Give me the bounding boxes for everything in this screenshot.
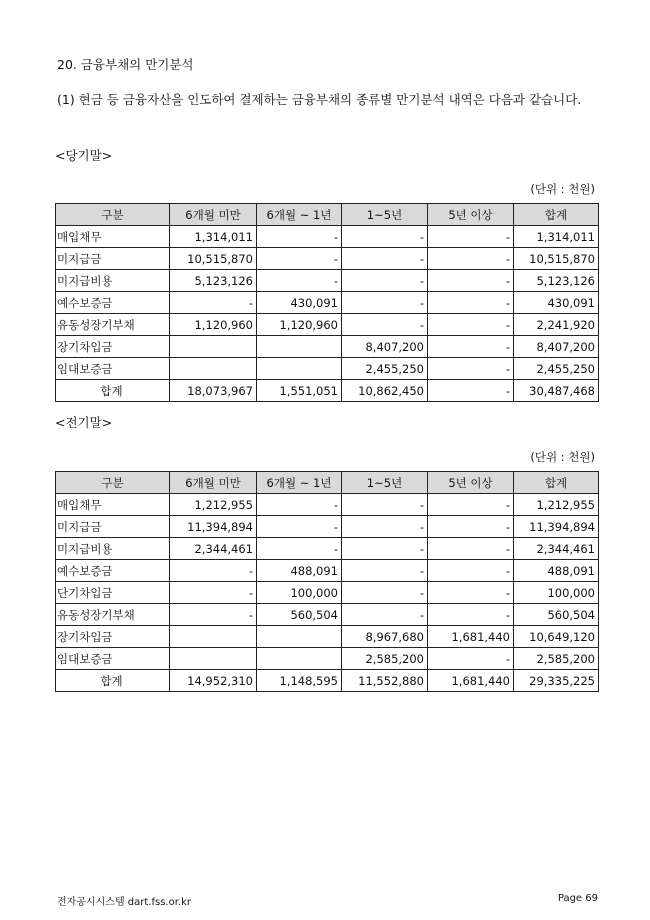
row-category: 예수보증금 [56,292,170,314]
table-row [56,336,599,358]
cell-6m-1y: - [257,270,342,292]
cell-over-5y: - [428,314,514,336]
cell-total: 11,394,894 [514,516,599,538]
current-unit-label: (단위 : 천원) [530,182,595,196]
table-row [56,226,599,248]
cell-under-6m: 2,344,461 [170,538,257,560]
cell-1-5y: - [342,582,428,604]
cell-over-5y: - [428,648,514,670]
row-category: 매입채무 [56,494,170,516]
row-category: 미지급금 [56,248,170,270]
row-category: 유동성장기부채 [56,314,170,336]
cell-1-5y: - [342,604,428,626]
cell-over-5y: 1,681,440 [428,626,514,648]
table-header-row [56,472,599,494]
cell-total: 100,000 [514,582,599,604]
col-header-1-5y: 1~5년 [342,204,428,226]
row-category: 임대보증금 [56,358,170,380]
cell-6m-1y: - [257,226,342,248]
prior-unit-label: (단위 : 천원) [530,450,595,464]
cell-1-5y: - [342,314,428,336]
cell-under-6m: 1,120,960 [170,314,257,336]
cell-total: 2,455,250 [514,358,599,380]
table-row [56,604,599,626]
table-header-row [56,204,599,226]
cell-1-5y: 8,967,680 [342,626,428,648]
cell-6m-1y: 100,000 [257,582,342,604]
cell-over-5y: - [428,336,514,358]
row-category: 합계 [56,670,170,692]
col-header-6m-1y: 6개월 ~ 1년 [257,204,342,226]
footer-site: 전자공시시스템 dart.fss.or.kr [57,897,191,908]
table-row [56,626,599,648]
cell-total: 2,585,200 [514,648,599,670]
cell-under-6m: 5,123,126 [170,270,257,292]
cell-1-5y: - [342,248,428,270]
row-category: 예수보증금 [56,560,170,582]
cell-6m-1y [257,626,342,648]
row-category: 미지급비용 [56,270,170,292]
cell-under-6m [170,336,257,358]
description-paragraph: (1) 현금 등 금융자산을 인도하여 결제하는 금융부채의 종류별 만기분석 내역은 다음과 같습니다. [57,92,582,107]
cell-under-6m [170,626,257,648]
table-row [56,314,599,336]
cell-total: 5,123,126 [514,270,599,292]
cell-over-5y: - [428,292,514,314]
col-header-total: 합계 [514,204,599,226]
prior-maturity-table [55,471,599,692]
cell-1-5y: 10,862,450 [342,380,428,402]
row-category: 임대보증금 [56,648,170,670]
cell-over-5y: - [428,582,514,604]
cell-under-6m [170,648,257,670]
cell-under-6m: - [170,292,257,314]
cell-1-5y: 11,552,880 [342,670,428,692]
cell-over-5y: - [428,270,514,292]
cell-1-5y: 2,585,200 [342,648,428,670]
current-maturity-table [55,203,599,402]
prior-period-label: <전기말> [55,415,113,430]
table-row [56,648,599,670]
cell-under-6m: - [170,582,257,604]
cell-total: 10,515,870 [514,248,599,270]
cell-6m-1y: 1,120,960 [257,314,342,336]
total-row [56,380,599,402]
section-title: 20. 금융부채의 만기분석 [57,57,194,72]
table-row [56,494,599,516]
cell-1-5y: 2,455,250 [342,358,428,380]
row-category: 미지급비용 [56,538,170,560]
cell-6m-1y: 430,091 [257,292,342,314]
table-row [56,358,599,380]
cell-under-6m: - [170,604,257,626]
cell-under-6m: 1,212,955 [170,494,257,516]
cell-6m-1y [257,648,342,670]
cell-over-5y: 1,681,440 [428,670,514,692]
cell-6m-1y: 488,091 [257,560,342,582]
cell-under-6m: 18,073,967 [170,380,257,402]
cell-total: 30,487,468 [514,380,599,402]
cell-6m-1y: - [257,538,342,560]
cell-over-5y: - [428,226,514,248]
cell-1-5y: - [342,516,428,538]
cell-over-5y: - [428,358,514,380]
col-header-over-5y: 5년 이상 [428,204,514,226]
cell-total: 1,212,955 [514,494,599,516]
cell-6m-1y: 1,551,051 [257,380,342,402]
cell-total: 488,091 [514,560,599,582]
col-header-category: 구분 [56,204,170,226]
cell-total: 560,504 [514,604,599,626]
cell-over-5y: - [428,538,514,560]
cell-total: 10,649,120 [514,626,599,648]
cell-total: 8,407,200 [514,336,599,358]
cell-1-5y: - [342,538,428,560]
cell-under-6m: 10,515,870 [170,248,257,270]
table-row [56,516,599,538]
cell-under-6m: - [170,560,257,582]
table-row [56,248,599,270]
col-header-1-5y: 1~5년 [342,472,428,494]
cell-under-6m: 14,952,310 [170,670,257,692]
row-category: 유동성장기부채 [56,604,170,626]
table-row [56,538,599,560]
row-category: 장기차입금 [56,626,170,648]
current-period-label: <당기말> [55,148,113,163]
col-header-category: 구분 [56,472,170,494]
cell-1-5y: - [342,494,428,516]
col-header-6m-1y: 6개월 ~ 1년 [257,472,342,494]
cell-over-5y: - [428,560,514,582]
col-header-total: 합계 [514,472,599,494]
table-row [56,582,599,604]
cell-1-5y: - [342,292,428,314]
page-number: Page 69 [557,893,598,904]
cell-1-5y: - [342,270,428,292]
cell-over-5y: - [428,494,514,516]
cell-over-5y: - [428,248,514,270]
row-category: 합계 [56,380,170,402]
table-row [56,292,599,314]
cell-1-5y: - [342,560,428,582]
col-header-under-6m: 6개월 미만 [170,204,257,226]
table-row [56,270,599,292]
cell-total: 2,241,920 [514,314,599,336]
cell-1-5y: 8,407,200 [342,336,428,358]
cell-over-5y: - [428,380,514,402]
cell-under-6m: 11,394,894 [170,516,257,538]
cell-1-5y: - [342,226,428,248]
cell-total: 1,314,011 [514,226,599,248]
col-header-over-5y: 5년 이상 [428,472,514,494]
cell-6m-1y [257,358,342,380]
row-category: 매입채무 [56,226,170,248]
cell-6m-1y: 1,148,595 [257,670,342,692]
cell-6m-1y: - [257,516,342,538]
row-category: 미지급금 [56,516,170,538]
cell-6m-1y: - [257,494,342,516]
cell-6m-1y: - [257,248,342,270]
cell-total: 430,091 [514,292,599,314]
cell-total: 2,344,461 [514,538,599,560]
row-category: 장기차입금 [56,336,170,358]
col-header-under-6m: 6개월 미만 [170,472,257,494]
cell-under-6m: 1,314,011 [170,226,257,248]
table-row [56,560,599,582]
cell-over-5y: - [428,604,514,626]
cell-over-5y: - [428,516,514,538]
cell-6m-1y [257,336,342,358]
cell-under-6m [170,358,257,380]
row-category: 단기차입금 [56,582,170,604]
cell-total: 29,335,225 [514,670,599,692]
cell-6m-1y: 560,504 [257,604,342,626]
total-row [56,670,599,692]
